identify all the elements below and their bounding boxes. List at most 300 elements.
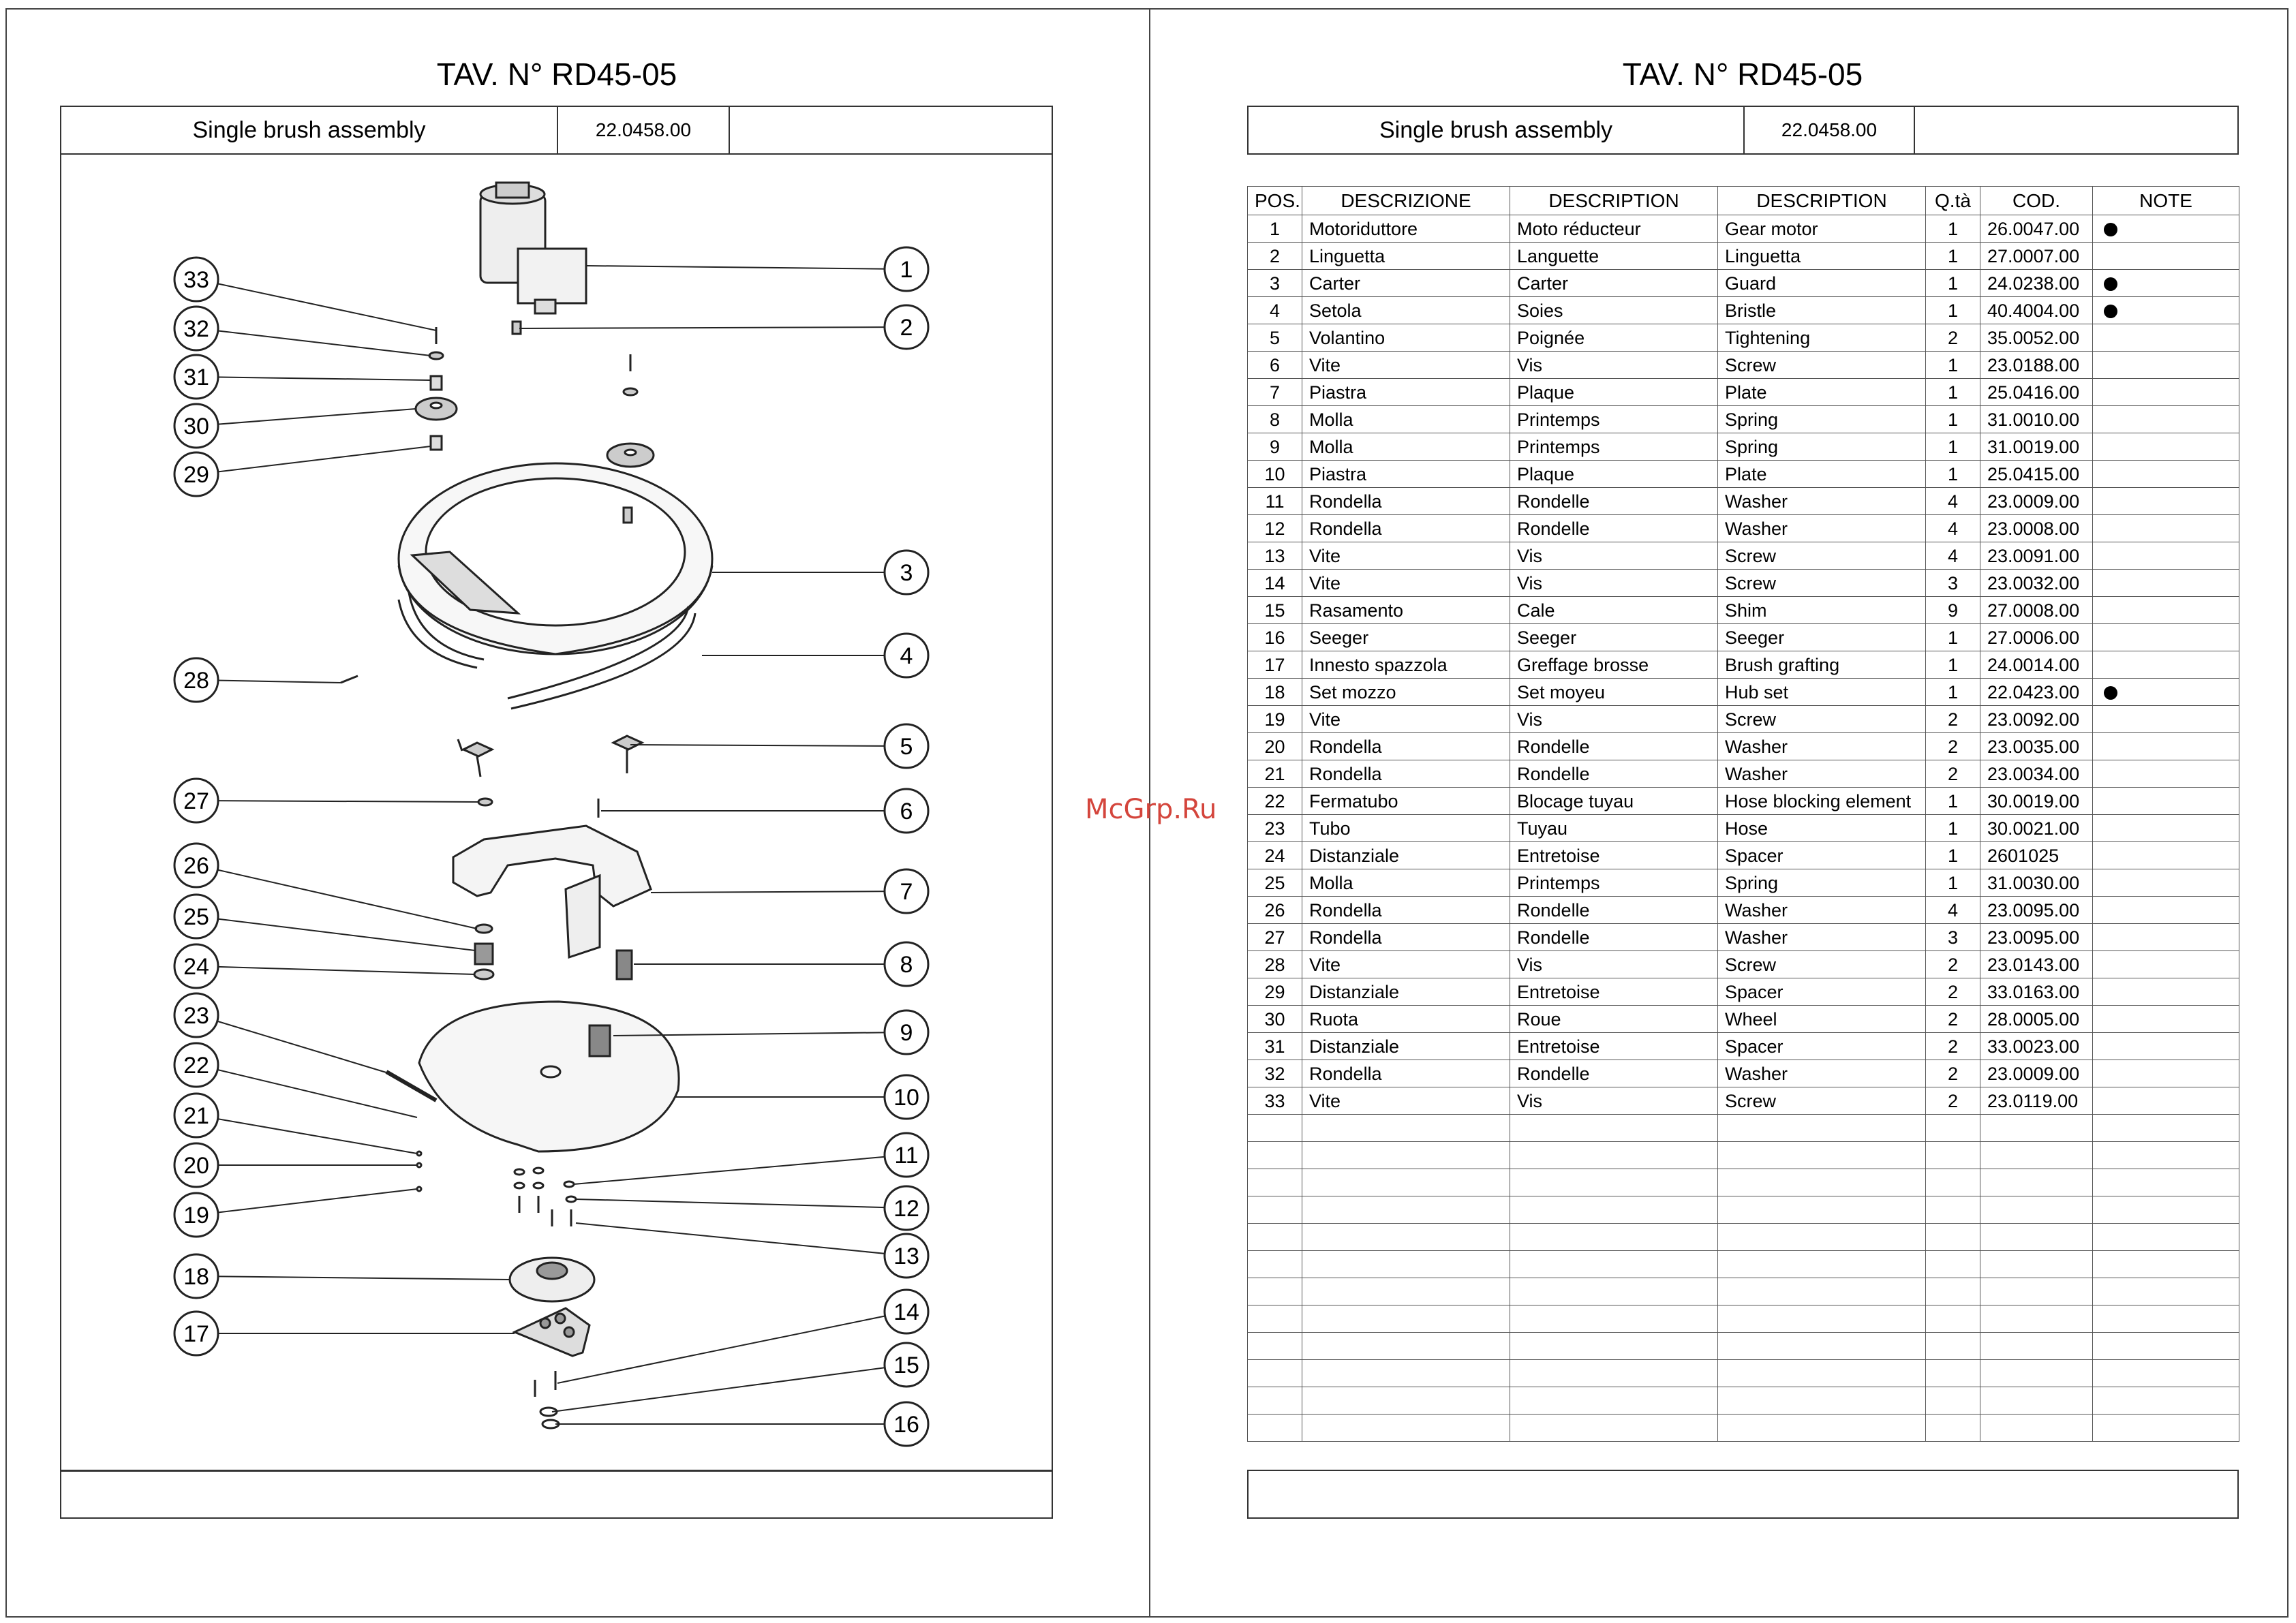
- blank-cell: [1302, 1278, 1510, 1305]
- blank-cell: [1510, 1142, 1718, 1169]
- cell-description-fr: Rondelle: [1510, 1060, 1718, 1087]
- cell-pos: 5: [1248, 324, 1302, 352]
- cell-code: 40.4004.00: [1980, 297, 2093, 324]
- cell-descrizione: Rondella: [1302, 488, 1510, 515]
- cell-qty: 9: [1926, 597, 1980, 624]
- table-row: [1248, 651, 2239, 679]
- cell-code: 27.0008.00: [1980, 597, 2093, 624]
- blank-row: [1248, 1360, 2239, 1387]
- cell-qty: 1: [1926, 788, 1980, 815]
- svg-text:14: 14: [893, 1299, 919, 1325]
- cell-description-en: Spacer: [1718, 842, 1926, 869]
- cell-description-en: Screw: [1718, 352, 1926, 379]
- cell-pos: 31: [1248, 1033, 1302, 1060]
- cell-code: 23.0143.00: [1980, 951, 2093, 978]
- table-row: [1248, 897, 2239, 924]
- blank-cell: [1510, 1305, 1718, 1333]
- cell-note: [2093, 733, 2239, 760]
- cell-qty: 3: [1926, 570, 1980, 597]
- cell-descrizione: Ruota: [1302, 1006, 1510, 1033]
- cell-description-fr: Cale: [1510, 597, 1718, 624]
- cell-description-fr: Entretoise: [1510, 842, 1718, 869]
- table-row: [1248, 679, 2239, 706]
- cell-qty: 2: [1926, 1033, 1980, 1060]
- cell-description-fr: Rondelle: [1510, 733, 1718, 760]
- blank-cell: [1248, 1251, 1302, 1278]
- blank-row: [1248, 1387, 2239, 1415]
- cell-descrizione: Rondella: [1302, 733, 1510, 760]
- screw-28-part: [341, 676, 358, 683]
- cell-code: 23.0095.00: [1980, 897, 2093, 924]
- cell-code: 23.0092.00: [1980, 706, 2093, 733]
- cell-descrizione: Distanziale: [1302, 978, 1510, 1006]
- cell-description-en: Linguetta: [1718, 243, 1926, 270]
- cell-pos: 12: [1248, 515, 1302, 542]
- svg-text:12: 12: [893, 1196, 919, 1222]
- knob-parts: [458, 736, 642, 818]
- callout-10: [885, 1075, 928, 1119]
- cell-description-fr: Blocage tuyau: [1510, 788, 1718, 815]
- cell-note: [2093, 897, 2239, 924]
- blank-cell: [1926, 1387, 1980, 1415]
- cell-note: [2093, 515, 2239, 542]
- svg-text:11: 11: [894, 1143, 919, 1169]
- blank-cell: [1302, 1251, 1510, 1278]
- cell-qty: 1: [1926, 624, 1980, 651]
- blank-cell: [1248, 1224, 1302, 1251]
- cell-code: 23.0095.00: [1980, 924, 2093, 951]
- spring-8-part: [617, 950, 632, 979]
- callout-32: [174, 307, 218, 350]
- cell-qty: 1: [1926, 270, 1980, 297]
- cell-qty: 1: [1926, 406, 1980, 433]
- cell-note: [2093, 488, 2239, 515]
- callout-16: [885, 1402, 928, 1446]
- blank-cell: [1248, 1169, 1302, 1196]
- svg-text:24: 24: [183, 954, 209, 980]
- cell-descrizione: Distanziale: [1302, 842, 1510, 869]
- blank-cell: [2093, 1169, 2239, 1196]
- blank-row: [1248, 1115, 2239, 1142]
- cell-code: 27.0007.00: [1980, 243, 2093, 270]
- cell-descrizione: Molla: [1302, 433, 1510, 461]
- cell-qty: 2: [1926, 1060, 1980, 1087]
- blank-cell: [1248, 1415, 1302, 1442]
- table-row: [1248, 488, 2239, 515]
- table-row: [1248, 869, 2239, 897]
- cell-qty: 1: [1926, 379, 1980, 406]
- cell-pos: 30: [1248, 1006, 1302, 1033]
- svg-text:23: 23: [183, 1003, 209, 1029]
- cell-pos: 20: [1248, 733, 1302, 760]
- blank-cell: [2093, 1360, 2239, 1387]
- cell-pos: 10: [1248, 461, 1302, 488]
- cell-note: [2093, 760, 2239, 788]
- blank-cell: [1248, 1333, 1302, 1360]
- cell-description-en: Screw: [1718, 1087, 1926, 1115]
- cell-code: 31.0030.00: [1980, 869, 2093, 897]
- cell-descrizione: Volantino: [1302, 324, 1510, 352]
- cell-qty: 1: [1926, 815, 1980, 842]
- blank-cell: [1980, 1169, 2093, 1196]
- cell-description-fr: Vis: [1510, 352, 1718, 379]
- cell-code: 31.0010.00: [1980, 406, 2093, 433]
- table-row: [1248, 788, 2239, 815]
- table-row: [1248, 215, 2239, 243]
- parts-artwork: [341, 183, 712, 1428]
- table-row: [1248, 461, 2239, 488]
- blank-cell: [1980, 1224, 2093, 1251]
- svg-text:7: 7: [900, 879, 913, 905]
- right-assembly-code: 22.0458.00: [1743, 107, 1914, 153]
- blank-cell: [1302, 1387, 1510, 1415]
- cell-descrizione: Motoriduttore: [1302, 215, 1510, 243]
- cell-code: 27.0006.00: [1980, 624, 2093, 651]
- cell-descrizione: Piastra: [1302, 461, 1510, 488]
- left-assembly-name: Single brush assembly: [192, 117, 426, 143]
- cell-description-en: Washer: [1718, 760, 1926, 788]
- cell-note: [2093, 461, 2239, 488]
- blank-cell: [1302, 1169, 1510, 1196]
- callout-1: [885, 247, 928, 291]
- cell-pos: 33: [1248, 1087, 1302, 1115]
- callout-28: [174, 658, 218, 702]
- cell-note: [2093, 924, 2239, 951]
- cell-descrizione: Vite: [1302, 352, 1510, 379]
- cell-note: [2093, 651, 2239, 679]
- left-page-title: TAV. N° RD45-05: [436, 57, 677, 92]
- blank-cell: [2093, 1415, 2239, 1442]
- blank-cell: [1302, 1360, 1510, 1387]
- cell-note: [2093, 624, 2239, 651]
- blank-cell: [2093, 1251, 2239, 1278]
- svg-text:18: 18: [183, 1264, 209, 1290]
- cell-pos: 13: [1248, 542, 1302, 570]
- cell-description-en: Seeger: [1718, 624, 1926, 651]
- cell-code: 24.0014.00: [1980, 651, 2093, 679]
- blank-cell: [2093, 1387, 2239, 1415]
- cell-code: 2601025: [1980, 842, 2093, 869]
- hub-set-part: [510, 1258, 594, 1301]
- cell-pos: 18: [1248, 679, 1302, 706]
- blank-cell: [1510, 1360, 1718, 1387]
- brush-grafting-part: [515, 1308, 590, 1356]
- watermark: McGrp.Ru: [1085, 794, 1217, 825]
- blank-cell: [1980, 1278, 2093, 1305]
- callout-17: [174, 1312, 218, 1355]
- cell-description-fr: Languette: [1510, 243, 1718, 270]
- cell-description-en: Hub set: [1718, 679, 1926, 706]
- cell-code: 31.0019.00: [1980, 433, 2093, 461]
- blank-cell: [1248, 1305, 1302, 1333]
- table-row: [1248, 406, 2239, 433]
- cell-description-fr: Poignée: [1510, 324, 1718, 352]
- cell-description-en: Spring: [1718, 406, 1926, 433]
- col-pos: POS.: [1248, 187, 1302, 215]
- table-row: [1248, 815, 2239, 842]
- svg-text:10: 10: [893, 1085, 919, 1111]
- callout-9: [885, 1010, 928, 1054]
- blank-cell: [1980, 1115, 2093, 1142]
- table-row: [1248, 297, 2239, 324]
- cell-qty: 2: [1926, 760, 1980, 788]
- blank-cell: [2093, 1115, 2239, 1142]
- wheel-set-parts: [416, 327, 654, 467]
- cell-code: 23.0034.00: [1980, 760, 2093, 788]
- cell-pos: 8: [1248, 406, 1302, 433]
- cell-description-en: Washer: [1718, 897, 1926, 924]
- col-note: NOTE: [2093, 187, 2239, 215]
- cell-code: 35.0052.00: [1980, 324, 2093, 352]
- cell-note: [2093, 215, 2239, 243]
- blank-cell: [1980, 1196, 2093, 1224]
- svg-text:33: 33: [183, 267, 209, 293]
- cell-note: [2093, 352, 2239, 379]
- cell-qty: 2: [1926, 324, 1980, 352]
- cell-description-en: Spring: [1718, 869, 1926, 897]
- blank-cell: [1926, 1251, 1980, 1278]
- cell-descrizione: Molla: [1302, 406, 1510, 433]
- cell-description-fr: Roue: [1510, 1006, 1718, 1033]
- callout-4: [885, 634, 928, 677]
- cell-note: [2093, 324, 2239, 352]
- cell-description-en: Washer: [1718, 733, 1926, 760]
- callout-6: [885, 789, 928, 833]
- svg-text:25: 25: [183, 904, 209, 930]
- cell-descrizione: Setola: [1302, 297, 1510, 324]
- right-header-extra: [1914, 107, 2237, 153]
- cell-qty: 4: [1926, 542, 1980, 570]
- blank-cell: [1718, 1333, 1926, 1360]
- table-row: [1248, 515, 2239, 542]
- cell-code: 23.0009.00: [1980, 1060, 2093, 1087]
- blank-cell: [1248, 1387, 1302, 1415]
- svg-text:26: 26: [183, 853, 209, 879]
- svg-text:1: 1: [900, 257, 913, 283]
- note-dot-icon: [2104, 277, 2117, 291]
- right-page-title: TAV. N° RD45-05: [1622, 57, 1863, 92]
- blank-cell: [1926, 1115, 1980, 1142]
- cell-note: [2093, 1006, 2239, 1033]
- blank-cell: [1248, 1196, 1302, 1224]
- left-assembly-code: 22.0458.00: [557, 107, 729, 153]
- cell-description-fr: Rondelle: [1510, 924, 1718, 951]
- cell-descrizione: Innesto spazzola: [1302, 651, 1510, 679]
- cell-qty: 4: [1926, 515, 1980, 542]
- callouts-right: [885, 247, 928, 1446]
- cell-description-fr: Rondelle: [1510, 488, 1718, 515]
- table-row: [1248, 270, 2239, 297]
- cell-description-en: Brush grafting: [1718, 651, 1926, 679]
- parts-table-body: [1248, 215, 2239, 1442]
- svg-text:28: 28: [183, 668, 209, 694]
- blank-cell: [1980, 1305, 2093, 1333]
- cell-description-fr: Plaque: [1510, 461, 1718, 488]
- cell-code: 33.0163.00: [1980, 978, 2093, 1006]
- cell-description-en: Gear motor: [1718, 215, 1926, 243]
- cell-code: 30.0019.00: [1980, 788, 2093, 815]
- cell-pos: 32: [1248, 1060, 1302, 1087]
- table-row: [1248, 951, 2239, 978]
- plate-10-part: [419, 1002, 679, 1151]
- cell-descrizione: Rondella: [1302, 924, 1510, 951]
- svg-text:21: 21: [183, 1103, 209, 1129]
- cell-pos: 17: [1248, 651, 1302, 679]
- cell-code: 25.0416.00: [1980, 379, 2093, 406]
- cell-description-fr: Rondelle: [1510, 897, 1718, 924]
- col-description-fr: DESCRIPTION: [1510, 187, 1718, 215]
- callout-25: [174, 895, 218, 938]
- blank-cell: [1926, 1142, 1980, 1169]
- bottom-fastener-parts: [535, 1371, 559, 1428]
- cell-qty: 1: [1926, 352, 1980, 379]
- cell-description-fr: Soies: [1510, 297, 1718, 324]
- cell-pos: 19: [1248, 706, 1302, 733]
- fastener-group-parts: [515, 1168, 576, 1226]
- cell-note: [2093, 706, 2239, 733]
- blank-cell: [1248, 1142, 1302, 1169]
- washer-stack-parts: [474, 925, 493, 979]
- cell-description-en: Washer: [1718, 924, 1926, 951]
- table-row: [1248, 760, 2239, 788]
- callout-20: [174, 1143, 218, 1187]
- cell-qty: 2: [1926, 978, 1980, 1006]
- cell-qty: 1: [1926, 243, 1980, 270]
- callout-18: [174, 1254, 218, 1298]
- blank-cell: [2093, 1142, 2239, 1169]
- cell-description-en: Spacer: [1718, 1033, 1926, 1060]
- blank-cell: [1718, 1251, 1926, 1278]
- table-row: [1248, 1060, 2239, 1087]
- cell-description-fr: Vis: [1510, 542, 1718, 570]
- cell-pos: 2: [1248, 243, 1302, 270]
- blank-cell: [1302, 1224, 1510, 1251]
- blank-cell: [1510, 1196, 1718, 1224]
- cell-pos: 14: [1248, 570, 1302, 597]
- cell-description-en: Wheel: [1718, 1006, 1926, 1033]
- blank-cell: [1510, 1169, 1718, 1196]
- table-row: [1248, 1006, 2239, 1033]
- cell-description-fr: Plaque: [1510, 379, 1718, 406]
- table-row: [1248, 570, 2239, 597]
- cell-qty: 1: [1926, 842, 1980, 869]
- cell-descrizione: Rondella: [1302, 897, 1510, 924]
- cell-qty: 1: [1926, 869, 1980, 897]
- cell-qty: 3: [1926, 924, 1980, 951]
- cell-description-en: Screw: [1718, 951, 1926, 978]
- gear-motor-part: [480, 183, 586, 313]
- cell-description-fr: Greffage brosse: [1510, 651, 1718, 679]
- svg-text:30: 30: [183, 414, 209, 439]
- cell-description-en: Shim: [1718, 597, 1926, 624]
- cell-description-en: Tightening: [1718, 324, 1926, 352]
- cell-descrizione: Vite: [1302, 542, 1510, 570]
- cell-descrizione: Rondella: [1302, 760, 1510, 788]
- cell-descrizione: Vite: [1302, 1087, 1510, 1115]
- table-row: [1248, 352, 2239, 379]
- cell-descrizione: Molla: [1302, 869, 1510, 897]
- cell-note: [2093, 815, 2239, 842]
- cell-description-en: Spring: [1718, 433, 1926, 461]
- blank-cell: [1980, 1360, 2093, 1387]
- cell-qty: 2: [1926, 733, 1980, 760]
- cell-descrizione: Vite: [1302, 570, 1510, 597]
- table-row: [1248, 433, 2239, 461]
- cell-description-en: Plate: [1718, 461, 1926, 488]
- cell-descrizione: Seeger: [1302, 624, 1510, 651]
- col-description-en: DESCRIPTION: [1718, 187, 1926, 215]
- cell-code: 25.0415.00: [1980, 461, 2093, 488]
- cell-qty: 1: [1926, 433, 1980, 461]
- blank-cell: [1718, 1224, 1926, 1251]
- plate-7-part: [453, 826, 651, 957]
- cell-descrizione: Rasamento: [1302, 597, 1510, 624]
- blank-cell: [1926, 1333, 1980, 1360]
- cell-pos: 3: [1248, 270, 1302, 297]
- cell-pos: 25: [1248, 869, 1302, 897]
- blank-cell: [1248, 1278, 1302, 1305]
- col-code: COD.: [1980, 187, 2093, 215]
- cell-note: [2093, 869, 2239, 897]
- blank-cell: [2093, 1224, 2239, 1251]
- cell-description-fr: Printemps: [1510, 406, 1718, 433]
- cell-qty: 2: [1926, 706, 1980, 733]
- cell-description-fr: Vis: [1510, 570, 1718, 597]
- blank-cell: [1718, 1196, 1926, 1224]
- svg-text:9: 9: [900, 1020, 913, 1046]
- cell-description-fr: Moto réducteur: [1510, 215, 1718, 243]
- blank-cell: [1718, 1169, 1926, 1196]
- cell-pos: 7: [1248, 379, 1302, 406]
- cell-qty: 2: [1926, 1087, 1980, 1115]
- table-row: [1248, 624, 2239, 651]
- blank-cell: [1302, 1142, 1510, 1169]
- callout-23: [174, 993, 218, 1037]
- cell-code: 24.0238.00: [1980, 270, 2093, 297]
- cell-note: [2093, 978, 2239, 1006]
- cell-description-fr: Vis: [1510, 951, 1718, 978]
- note-dot-icon: [2104, 305, 2117, 318]
- blank-cell: [1980, 1415, 2093, 1442]
- cell-code: 23.0188.00: [1980, 352, 2093, 379]
- svg-text:8: 8: [900, 952, 913, 978]
- cell-pos: 21: [1248, 760, 1302, 788]
- cell-pos: 29: [1248, 978, 1302, 1006]
- svg-text:32: 32: [183, 316, 209, 342]
- cell-qty: 1: [1926, 679, 1980, 706]
- cell-description-fr: Seeger: [1510, 624, 1718, 651]
- blank-cell: [2093, 1333, 2239, 1360]
- cell-description-en: Hose: [1718, 815, 1926, 842]
- cell-note: [2093, 1033, 2239, 1060]
- small-fastener-parts: [417, 1151, 421, 1191]
- cell-note: [2093, 1087, 2239, 1115]
- blank-cell: [2093, 1305, 2239, 1333]
- col-qty: Q.tà: [1926, 187, 1980, 215]
- cell-description-en: Spacer: [1718, 978, 1926, 1006]
- blank-cell: [1718, 1278, 1926, 1305]
- table-row: [1248, 733, 2239, 760]
- cell-pos: 1: [1248, 215, 1302, 243]
- blank-cell: [1718, 1415, 1926, 1442]
- cell-pos: 27: [1248, 924, 1302, 951]
- cell-code: 23.0035.00: [1980, 733, 2093, 760]
- cell-code: 23.0032.00: [1980, 570, 2093, 597]
- blank-row: [1248, 1333, 2239, 1360]
- blank-cell: [1302, 1305, 1510, 1333]
- cell-descrizione: Distanziale: [1302, 1033, 1510, 1060]
- cell-description-fr: Printemps: [1510, 869, 1718, 897]
